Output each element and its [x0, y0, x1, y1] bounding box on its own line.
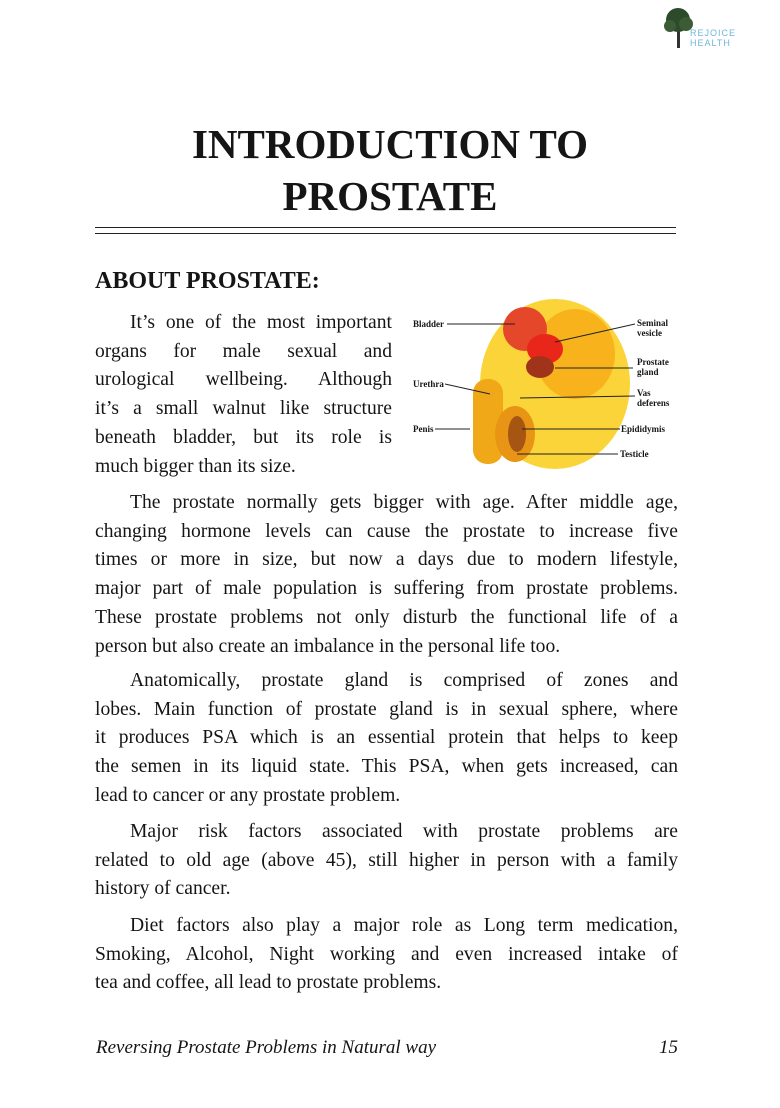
text-line: Diet factors also play a major role as Long term medication,: [130, 915, 678, 936]
text-line: Smoking, Alcohol, Night working and even increased intake of: [95, 943, 678, 965]
text-line: history of cancer.: [95, 878, 231, 900]
text-line: organs for male sexual and: [95, 340, 392, 362]
paragraph-2: [95, 489, 678, 661]
label-penis: Penis: [413, 424, 434, 434]
logo-text: REJOICE HEALTH: [690, 28, 737, 48]
text-line: urological wellbeing. Although: [95, 369, 392, 391]
divider-bottom: [95, 233, 676, 234]
footer-book-title: Reversing Prostate Problems in Natural way: [96, 1037, 437, 1058]
title-line-1: INTRODUCTION TO: [191, 121, 589, 167]
paragraph-3: [95, 667, 678, 811]
text-line: These prostate problems not only disturb the functional life of a: [95, 606, 678, 628]
prostate-anatomy-diagram: [405, 284, 680, 470]
text-line: it produces PSA which is an essential protein that helps to keep: [95, 727, 678, 749]
text-line: beneath bladder, but its role is: [95, 426, 392, 448]
text-line: much bigger than its size.: [95, 455, 296, 477]
text-line: times or more in size, but now a days due to modern lifestyle,: [95, 549, 678, 571]
text-line: it’s a small walnut like structure: [95, 398, 392, 420]
text-line: tea and coffee, all lead to prostate problems.: [95, 972, 442, 994]
label-vas-deferens: Vas deferens: [637, 388, 670, 408]
page-title: [0, 118, 780, 222]
text-line: related to old age (above 45), still higher in person with a family: [95, 849, 678, 871]
text-line: person but also create an imbalance in the personal life too.: [95, 635, 561, 657]
label-seminal-vesicle: Seminal vesicle: [637, 318, 669, 338]
divider-top: [95, 227, 676, 228]
section-heading: ABOUT PROSTATE:: [95, 268, 320, 294]
text-line: major part of male population is suffering from prostate problems.: [95, 578, 678, 600]
paragraph-5: [95, 912, 678, 998]
label-urethra: Urethra: [413, 379, 444, 389]
text-line: changing hormone levels can cause the prostate to increase five: [95, 520, 678, 542]
text-line: It’s one of the most important: [130, 312, 392, 333]
text-line: Anatomically, prostate gland is comprised of zones and: [130, 670, 678, 691]
anatomy-illustration: [405, 284, 680, 470]
text-line: lead to cancer or any prostate problem.: [95, 784, 401, 806]
page-number: 15: [659, 1037, 678, 1058]
paragraph-1: [95, 309, 392, 481]
label-prostate-gland: Prostate gland: [637, 357, 669, 377]
text-line: Major risk factors associated with prostate problems are: [130, 821, 678, 842]
text-line: lobes. Main function of prostate gland is in sexual sphere, where: [95, 698, 678, 720]
label-testicle: Testicle: [620, 449, 649, 459]
label-epididymis: Epididymis: [621, 424, 666, 434]
rejoice-health-logo: [660, 4, 740, 54]
label-bladder: Bladder: [413, 319, 445, 329]
title-line-2: PROSTATE: [282, 173, 498, 219]
text-line: the semen in its liquid state. This PSA, when gets increased, can: [95, 756, 678, 778]
paragraph-4: [95, 818, 678, 904]
text-line: The prostate normally gets bigger with age. After middle age,: [130, 492, 678, 513]
